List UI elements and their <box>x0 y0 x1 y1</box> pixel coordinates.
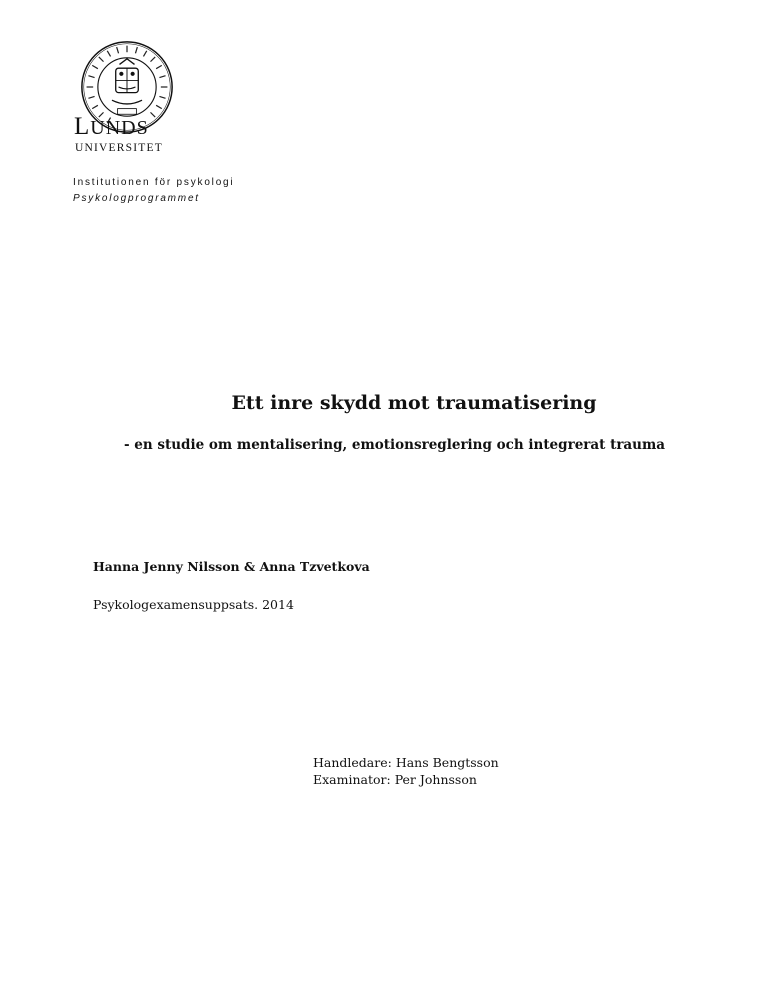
university-name <box>74 114 149 139</box>
university-subtitle: UNIVERSITET <box>75 142 163 154</box>
document-subtitle: - en studie om mentalisering, emotionsreglering och integrerat trauma <box>124 437 666 453</box>
thesis-type: Psykologexamensuppsats. 2014 <box>93 597 294 612</box>
program-name: Psykologprogrammet <box>73 193 200 204</box>
university-name-initial: L <box>74 113 91 140</box>
examiner: Examinator: Per Johnsson <box>313 772 477 787</box>
authors: Hanna Jenny Nilsson & Anna Tzvetkova <box>93 559 370 574</box>
department-name: Institutionen för psykologi <box>73 177 235 188</box>
university-name-rest: UNDS <box>90 117 149 139</box>
supervisor: Handledare: Hans Bengtsson <box>313 755 499 770</box>
document-title: Ett inre skydd mot traumatisering <box>231 392 597 414</box>
supervision-block <box>313 754 499 788</box>
